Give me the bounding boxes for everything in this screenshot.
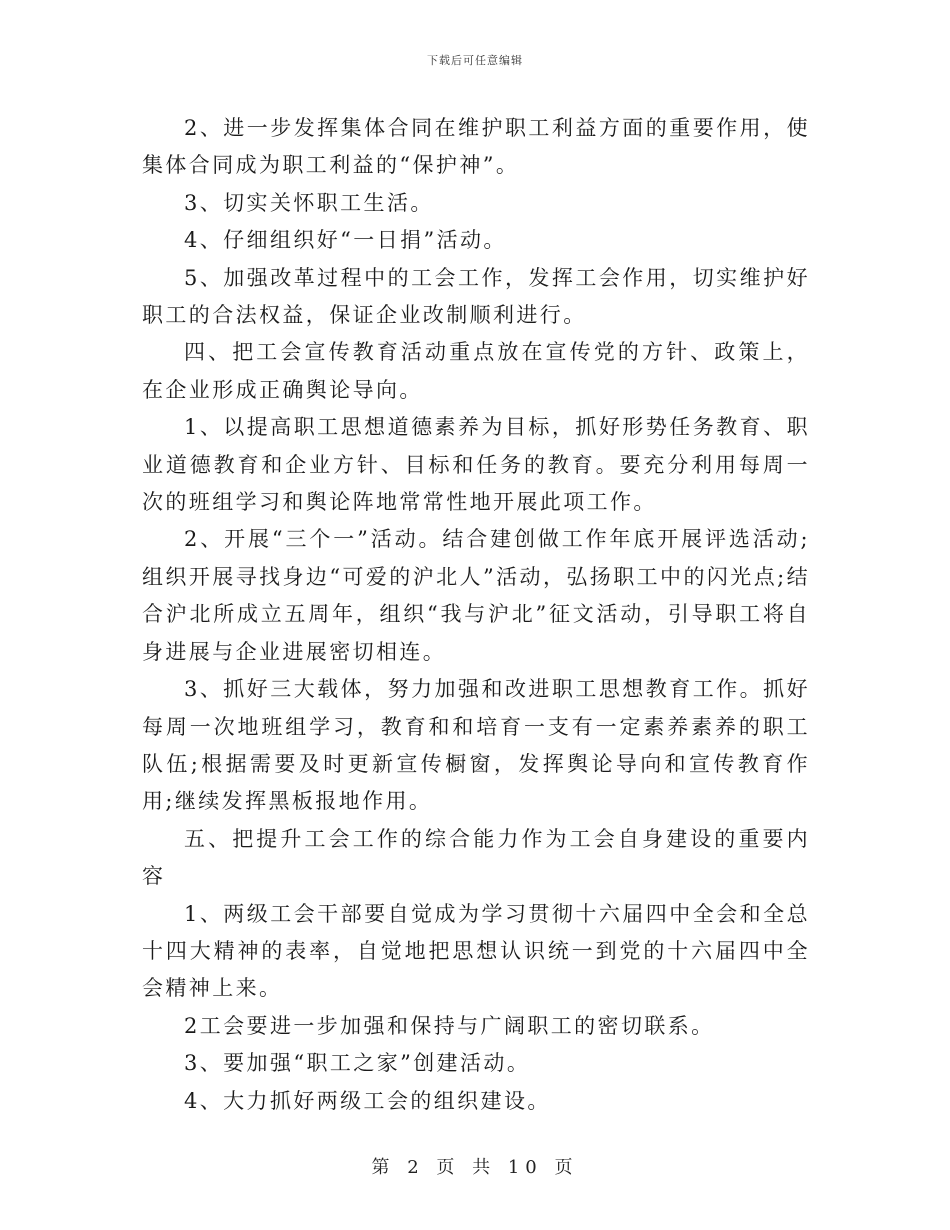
section-heading: 五、把提升工会工作的综合能力作为工会自身建设的重要内容 (142, 826, 810, 889)
paragraph: 3、抓好三大载体，努力加强和改进职工思想教育工作。抓好每周一次地班组学习，教育和和培育一支有一定素养素养的职工队伍;根据需要及时更新宣传橱窗，发挥舆论导向和宣传教育作用;继续发挥黑板报地作用。 (142, 677, 810, 814)
paragraph: 4、仔细组织好“一日捐”活动。 (184, 228, 507, 253)
paragraph: 2工会要进一步加强和保持与广阔职工的密切联系。 (184, 1013, 715, 1038)
paragraph: 2、开展“三个一”活动。结合建创做工作年底开展评选活动;组织开展寻找身边“可爱的沪北人”活动，弘扬职工中的闪光点;结合沪北所成立五周年，组织“我与沪北”征文活动，引导职工将自身进展与企业进展密切相连。 (142, 527, 810, 664)
section-heading: 四、把工会宣传教育活动重点放在宣传党的方针、政策上，在企业形成正确舆论导向。 (142, 340, 810, 402)
paragraph: 2、进一步发挥集体合同在维护职工利益方面的重要作用，使集体合同成为职工利益的“保护神”。 (142, 116, 810, 178)
paragraph: 4、大力抓好两级工会的组织建设。 (184, 1088, 551, 1113)
paragraph: 5、加强改革过程中的工会工作，发挥工会作用，切实维护好职工的合法权益，保证企业改制顺利进行。 (142, 265, 810, 328)
page-header-note: 下载后可任意编辑 (427, 54, 523, 67)
page-number-footer: 第 2 页 共 10 页 (371, 1157, 579, 1178)
paragraph: 1、两级工会干部要自觉成为学习贯彻十六届四中全会和全总十四大精神的表率，自觉地把思想认识统一到党的十六届四中全会精神上来。 (142, 901, 810, 1001)
paragraph: 3、切实关怀职工生活。 (184, 190, 434, 215)
document-body (142, 110, 810, 1120)
paragraph: 1、以提高职工思想道德素养为目标，抓好形势任务教育、职业道德教育和企业方针、目标和任务的教育。要充分利用每周一次的班组学习和舆论阵地常常性地开展此项工作。 (142, 415, 810, 515)
paragraph: 3、要加强“职工之家”创建活动。 (184, 1051, 531, 1076)
